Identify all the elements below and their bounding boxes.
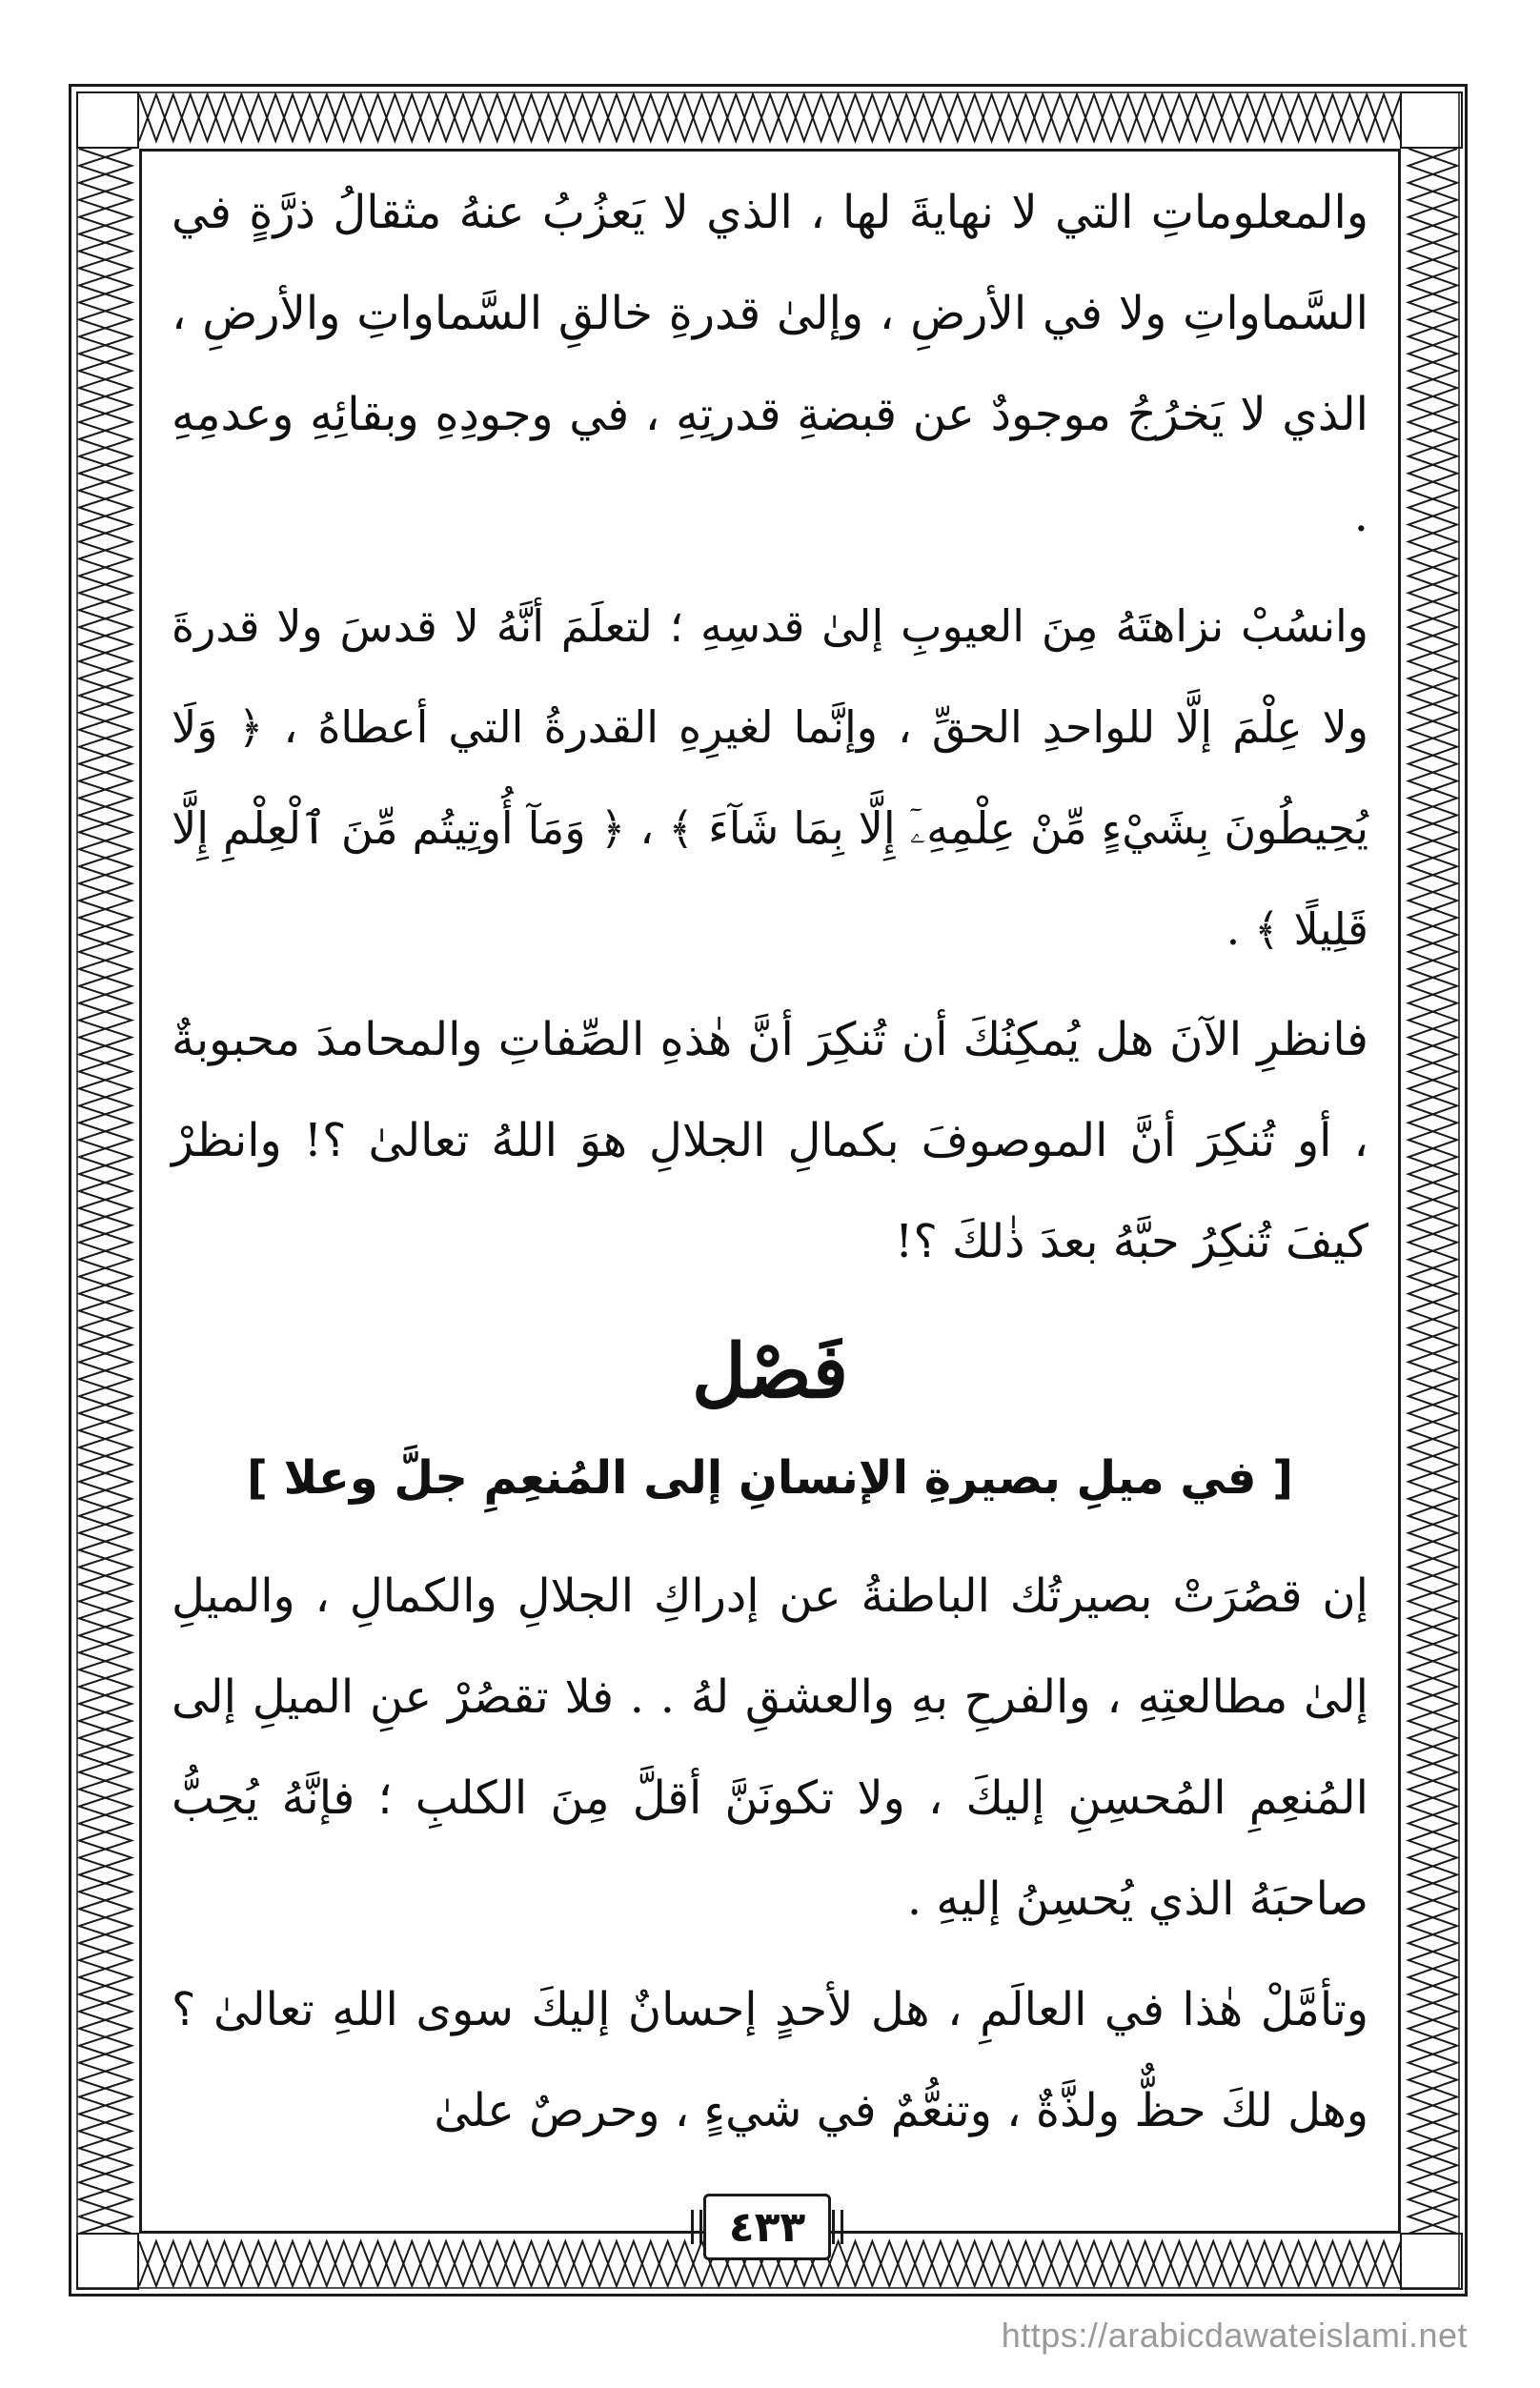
border-zigzag	[79, 149, 132, 2234]
border-corner	[77, 92, 138, 148]
page-content	[172, 162, 1368, 2171]
border-corner	[77, 2234, 138, 2289]
watermark-url: https://arabicdawateislami.net	[1001, 2316, 1468, 2355]
border-corner	[1401, 92, 1462, 148]
section-paragraph-2: وتأمَّلْ هٰذا في العالَمِ ، هل لأحدٍ إحسانٌ إليكَ سوى اللهِ تعالىٰ ؟ وهل لكَ حظٌّ ولذَّةٌ ، وتنعُّمٌ في شيءٍ ، وحرصٌ علىٰ	[172, 1983, 1368, 2137]
fasl-calligraphy-title: فَصْل	[692, 1328, 848, 1415]
paragraph-3: فانظرِ الآنَ هل يُمكِنُكَ أن تُنكِرَ أنَّ هٰذهِ الصِّفاتِ والمحامدَ محبوبةٌ ، أو تُنكِرَ أنَّ الموصوفَ بكمالِ الجلالِ هوَ اللهُ تعالىٰ ؟! وانظرْ كيفَ تُنكِرُ حبَّهُ بعدَ ذٰلكَ ؟!	[172, 1013, 1368, 1268]
border-zigzag	[1408, 149, 1457, 2234]
section-heading: [ في ميلِ بصيرةِ الإنسانِ إلى المُنعِمِ جلَّ وعلا ]	[246, 1451, 1294, 1505]
section-paragraph-1: إن قصُرَتْ بصيرتُك الباطنةُ عن إدراكِ الجلالِ والكمالِ ، والميلِ إلىٰ مطالعتِهِ ، والفرحِ بهِ والعشقِ لهُ . . فلا تقصُرْ عنِ الميلِ إلى المُنعِمِ المُحسِنِ إليكَ ، ولا تكونَنَّ أقلَّ مِنَ الكلبِ ؛ فإنَّهُ يُحِبُّ صاحبَهُ الذي يُحسِنُ إليهِ .	[172, 1569, 1369, 1926]
page-number: ٤٣٣	[703, 2194, 831, 2260]
border-corner	[1401, 2234, 1462, 2289]
paragraph-2: وانسُبْ نزاهتَهُ مِنَ العيوبِ إلىٰ قدسِهِ ؛ لتعلَمَ أنَّهُ لا قدسَ ولا قدرةَ ولا عِلْمَ إلَّا للواحدِ الحقِّ ، وإنَّما لغيرِهِ القدرةُ التي أعطاهُ ، ﴿ وَلَا يُحِيطُونَ بِشَيْءٍ مِّنْ عِلْمِهِۦٓ إِلَّا بِمَا شَآءَ ﴾ ، ﴿ وَمَآ أُوتِيتُم مِّنَ ٱلْعِلْمِ إِلَّا قَلِيلًا ﴾ .	[172, 600, 1368, 955]
paragraph-1: والمعلوماتِ التي لا نهايةَ لها ، الذي لا يَعزُبُ عنهُ مثقالُ ذرَّةٍ في السَّماواتِ ولا في الأرضِ ، وإلىٰ قدرةِ خالقِ السَّماواتِ والأرضِ ، الذي لا يَخرُجُ موجودٌ عن قبضةِ قدرتِهِ ، في وجودِهِ وبقائِهِ وعدمِهِ .	[172, 186, 1368, 542]
border-zigzag	[1408, 149, 1457, 2234]
border-zigzag	[79, 149, 132, 2234]
